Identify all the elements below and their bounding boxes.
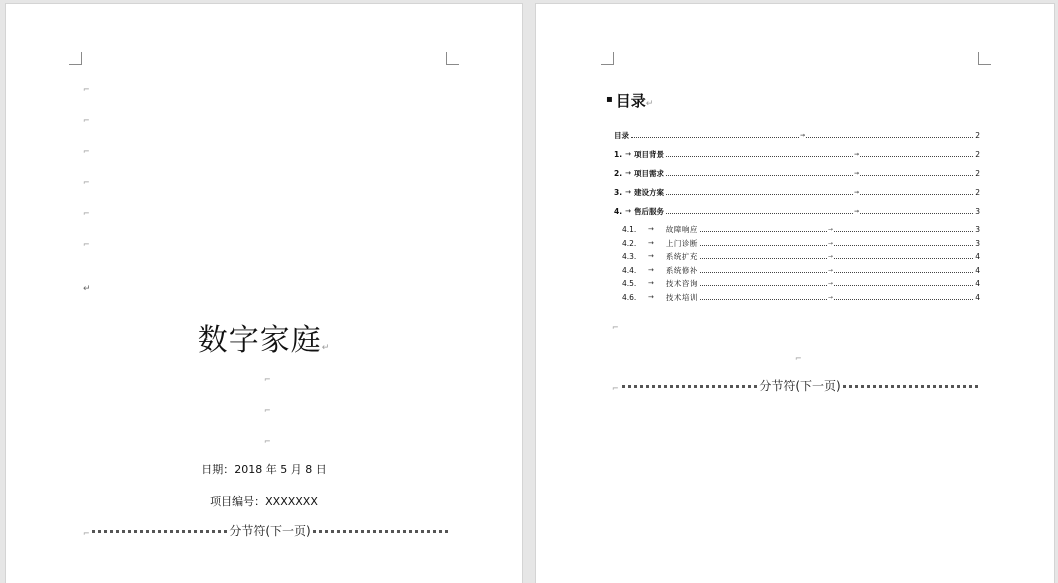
toc-entry-title[interactable]: 建设方案	[633, 188, 664, 197]
toc-dot-leader	[700, 226, 973, 233]
tab-arrow-icon: →	[648, 252, 654, 260]
toc-entry[interactable]	[614, 149, 980, 159]
section-break-dots-left	[92, 530, 227, 533]
toc-entry-number: 4.2.	[622, 239, 637, 248]
toc-heading[interactable]	[606, 90, 653, 111]
heading-bullet-icon: ▪	[606, 94, 613, 105]
tab-arrow-icon: →	[800, 132, 806, 139]
toc-entry-title[interactable]: 上门诊断	[665, 239, 698, 248]
toc-entry-number: 2.	[614, 169, 623, 178]
toc-dot-leader	[666, 189, 973, 196]
tab-arrow-icon: →	[853, 170, 859, 177]
paragraph-mark: ↵	[83, 284, 91, 294]
tab-arrow-icon: →	[648, 266, 654, 274]
toc-entry-number: 4.5.	[622, 279, 637, 288]
tab-arrow-icon: →	[827, 294, 833, 301]
document-title[interactable]	[6, 315, 522, 359]
section-break-dots-right	[313, 530, 448, 533]
toc-entry-number: 1.	[614, 150, 623, 159]
toc-entry-number: 4.	[614, 207, 623, 216]
toc-entry-title[interactable]: 故障响应	[665, 225, 698, 234]
tab-arrow-icon: →	[648, 293, 654, 301]
toc-entry-page-number: 2	[975, 131, 980, 140]
margin-corner-top-left	[69, 52, 82, 65]
toc-entry-title[interactable]: 售后服务	[633, 207, 664, 216]
section-break-dots-left	[622, 385, 757, 388]
paragraph-mark: ↵	[645, 99, 654, 109]
tab-arrow-icon: →	[827, 253, 833, 260]
toc-entry-number: 4.1.	[622, 225, 637, 234]
margin-corner-top-right	[978, 52, 991, 65]
margin-corner-top-left	[601, 52, 614, 65]
empty-paragraph-mark: ⌐	[83, 116, 90, 125]
toc-entry-page-number: 2	[975, 188, 980, 197]
tab-arrow-icon: →	[853, 189, 859, 196]
tab-arrow-icon: →	[827, 226, 833, 233]
document-page-2[interactable]	[536, 4, 1054, 583]
section-break-label: 分节符(下一页)	[229, 523, 311, 538]
tab-arrow-icon: →	[648, 225, 654, 233]
section-break-dots-right	[843, 385, 978, 388]
tab-arrow-icon: →	[853, 208, 859, 215]
toc-entry-title[interactable]: 项目需求	[633, 169, 664, 178]
toc-dot-leader	[700, 253, 973, 260]
toc-entry[interactable]	[622, 251, 980, 261]
section-break-label: 分节符(下一页)	[759, 378, 841, 393]
toc-dot-leader	[700, 280, 973, 287]
document-title-text[interactable]: 数字家庭	[197, 323, 322, 358]
date-line-text[interactable]: 日期：2018 年 5 月 8 日	[201, 463, 327, 476]
empty-paragraph-mark: ⌐	[83, 529, 90, 538]
tab-arrow-icon: →	[625, 169, 631, 177]
tab-arrow-icon: →	[648, 239, 654, 247]
toc-entry[interactable]	[622, 238, 980, 248]
empty-paragraph-mark: ⌐	[83, 85, 90, 94]
toc-entry-title[interactable]: 技术咨询	[665, 279, 698, 288]
empty-paragraph-mark: ⌐	[612, 323, 619, 332]
toc-entry-title[interactable]: 技术培训	[665, 293, 698, 302]
toc-entry-page-number: 3	[975, 225, 980, 234]
tab-arrow-icon: →	[827, 280, 833, 287]
date-line[interactable]	[6, 461, 522, 477]
toc-entry[interactable]	[622, 224, 980, 234]
empty-paragraph-mark: ⌐	[264, 437, 271, 446]
toc-entry[interactable]	[622, 265, 980, 275]
toc-entry-page-number: 4	[975, 293, 980, 302]
toc-entry-title[interactable]: 目录	[614, 131, 629, 140]
section-break-next-page[interactable]	[622, 378, 978, 392]
toc-entry-number: 4.3.	[622, 252, 637, 261]
toc-dot-leader	[700, 294, 973, 301]
empty-paragraph-mark: ⌐	[795, 354, 802, 363]
empty-paragraph-mark: ⌐	[83, 209, 90, 218]
toc-entry[interactable]	[614, 168, 980, 178]
paragraph-mark: ↵	[321, 343, 331, 353]
empty-paragraph-mark: ⌐	[83, 147, 90, 156]
toc-dot-leader	[666, 208, 973, 215]
tab-arrow-icon: →	[853, 151, 859, 158]
toc-entry-page-number: 3	[975, 239, 980, 248]
toc-entry-page-number: 3	[975, 207, 980, 216]
tab-arrow-icon: →	[648, 279, 654, 287]
toc-entry-page-number: 2	[975, 169, 980, 178]
document-page-1[interactable]	[6, 4, 522, 583]
project-number-line[interactable]	[6, 493, 522, 509]
toc-entry-page-number: 4	[975, 252, 980, 261]
empty-paragraph-mark: ⌐	[83, 240, 90, 249]
tab-arrow-icon: →	[625, 188, 631, 196]
toc-dot-leader	[666, 151, 973, 158]
tab-arrow-icon: →	[625, 207, 631, 215]
margin-corner-top-right	[446, 52, 459, 65]
project-number-text[interactable]: 项目编号：XXXXXXX	[210, 495, 318, 508]
toc-dot-leader	[631, 132, 973, 139]
toc-entry[interactable]	[622, 292, 980, 302]
toc-entry-number: 4.4.	[622, 266, 637, 275]
toc-entry-title[interactable]: 项目背景	[633, 150, 664, 159]
tab-arrow-icon: →	[827, 240, 833, 247]
toc-heading-text[interactable]: 目录	[615, 92, 646, 110]
toc-dot-leader	[700, 267, 973, 274]
empty-paragraph-mark: ⌐	[264, 375, 271, 384]
toc-entry[interactable]	[614, 130, 980, 140]
toc-entry-page-number: 2	[975, 150, 980, 159]
empty-paragraph-mark: ⌐	[83, 178, 90, 187]
empty-paragraph-mark: ⌐	[612, 384, 619, 393]
toc-entry-title[interactable]: 系统修补	[665, 266, 698, 275]
toc-entry[interactable]	[614, 206, 980, 216]
toc-entry-page-number: 4	[975, 266, 980, 275]
toc-entry-page-number: 4	[975, 279, 980, 288]
tab-arrow-icon: →	[827, 267, 833, 274]
toc-dot-leader	[666, 170, 973, 177]
toc-entry-number: 4.6.	[622, 293, 637, 302]
toc-entry-number: 3.	[614, 188, 623, 197]
tab-arrow-icon: →	[625, 150, 631, 158]
empty-paragraph-mark: ⌐	[264, 406, 271, 415]
toc-entry[interactable]	[622, 278, 980, 288]
toc-dot-leader	[700, 240, 973, 247]
toc-entry-title[interactable]: 系统扩充	[665, 252, 698, 261]
toc-entry[interactable]	[614, 187, 980, 197]
section-break-next-page[interactable]	[92, 523, 448, 537]
